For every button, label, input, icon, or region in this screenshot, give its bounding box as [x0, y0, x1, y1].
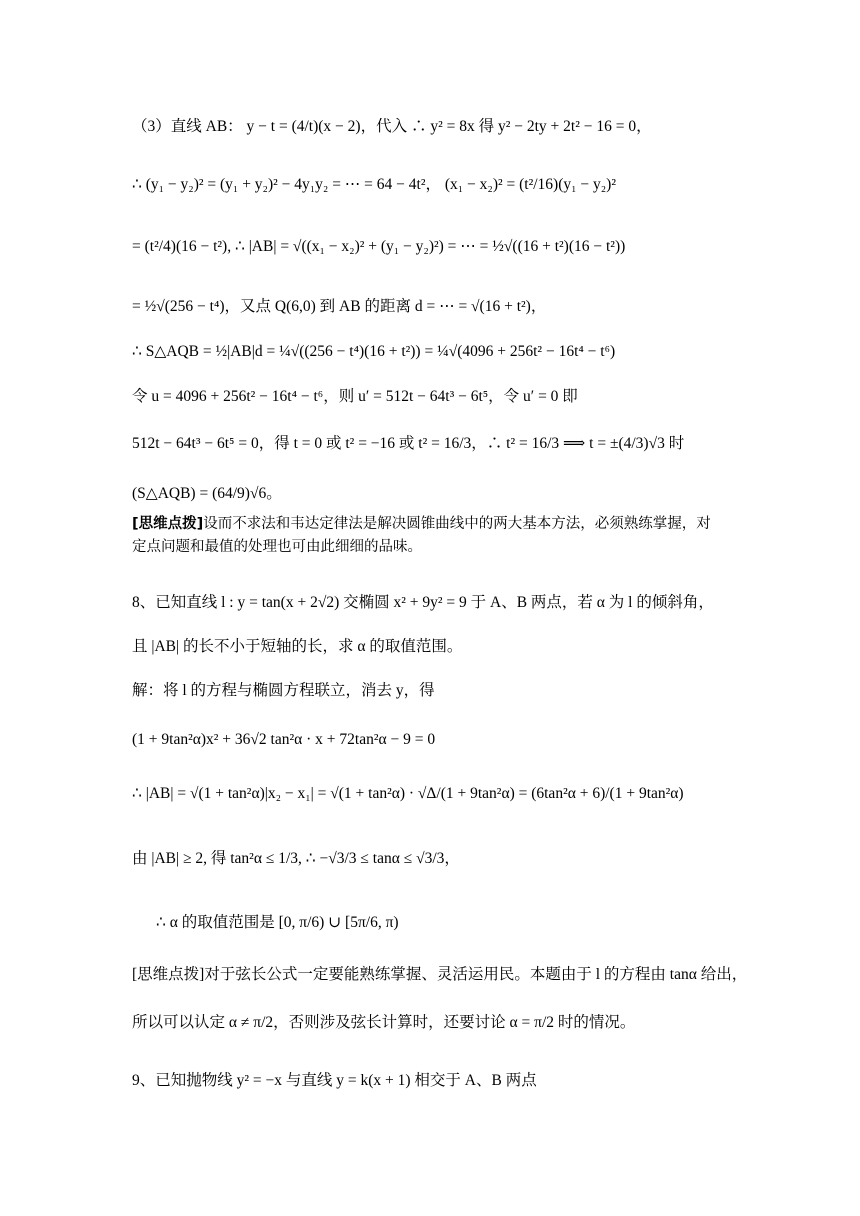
part3-line-1: （3）直线 AB： y − t = (4/t)(x − 2)，代入 ∴ y² = 8x 得 y² − 2ty + 2t² − 16 = 0， — [132, 118, 652, 135]
q8-line-7: ∴ α 的取值范围是 [0, π/6) ∪ [5π/6, π) — [156, 914, 399, 931]
part3-line-7: 512t − 64t³ − 6t⁵ = 0，得 t = 0 或 t² = −16 或 t² = 16/3，∴ t² = 16/3 ⟹ t = ±(4/3)√3 时 — [132, 435, 685, 452]
part3-line-6: 令 u = 4096 + 256t² − 16t⁴ − t⁶，则 u′ = 512t − 64t³ − 6t⁵，令 u′ = 0 即 — [132, 388, 578, 405]
tip-1-line-2: 定点问题和最值的处理也可由此细细的品味。 — [132, 539, 422, 555]
q9-line-1: 9、已知抛物线 y² = −x 与直线 y = k(x + 1) 相交于 A、B 两点 — [132, 1072, 537, 1089]
tip-1-label: [思维点拨] — [132, 516, 204, 532]
tip-2-line-2: 所以可以认定 α ≠ π/2，否则涉及弦长计算时，还要讨论 α = π/2 时的情况。 — [132, 1014, 636, 1031]
part3-line-8: (S△AQB) = (64/9)√6。 — [132, 485, 282, 502]
part3-line-3: = (t²/4)(16 − t²), ∴ |AB| = √((x₁ − x₂)² + (y₁ − y₂)²) = ⋯ = ½√((16 + t²)(16 − t²)) — [132, 238, 626, 255]
q8-line-6: 由 |AB| ≥ 2, 得 tan²α ≤ 1/3, ∴ −√3/3 ≤ tanα ≤ √3/3， — [132, 850, 460, 867]
q8-line-4: (1 + 9tan²α)x² + 36√2 tan²α · x + 72tan²α − 9 = 0 — [132, 731, 436, 748]
q8-line-3: 解：将 l 的方程与椭圆方程联立，消去 y，得 — [132, 682, 435, 699]
tip-1-text: 设而不求法和韦达定律法是解决圆锥曲线中的两大基本方法，必须熟练掌握，对 — [203, 516, 711, 532]
tip-2-line-1: [思维点拨]对于弦长公式一定要能熟练掌握、灵活运用民。本题由于 l 的方程由 tanα 给出， — [132, 966, 748, 983]
q8-line-5: ∴ |AB| = √(1 + tan²α)|x₂ − x₁| = √(1 + tan²α) · √Δ/(1 + 9tan²α) = (6tan²α + 6)/(1 + 9tan²α) — [132, 785, 684, 802]
part3-line-5: ∴ S△AQB = ½|AB|d = ¼√((256 − t⁴)(16 + t²)) = ¼√(4096 + 256t² − 16t⁴ − t⁶) — [132, 343, 616, 360]
part3-line-4: = ½√(256 − t⁴)，又点 Q(6,0) 到 AB 的距离 d = ⋯ = √(16 + t²)， — [132, 298, 547, 315]
part3-line-2: ∴ (y₁ − y₂)² = (y₁ + y₂)² − 4y₁y₂ = ⋯ = 64 − 4t²， (x₁ − x₂)² = (t²/16)(y₁ − y₂)² — [132, 176, 616, 193]
q8-line-1: 8、已知直线 l : y = tan(x + 2√2) 交椭圆 x² + 9y² = 9 于 A、B 两点，若 α 为 l 的倾斜角， — [132, 594, 714, 611]
tip-1-line-1 — [132, 513, 711, 535]
q8-line-2: 且 |AB| 的长不小于短轴的长，求 α 的取值范围。 — [132, 638, 463, 655]
